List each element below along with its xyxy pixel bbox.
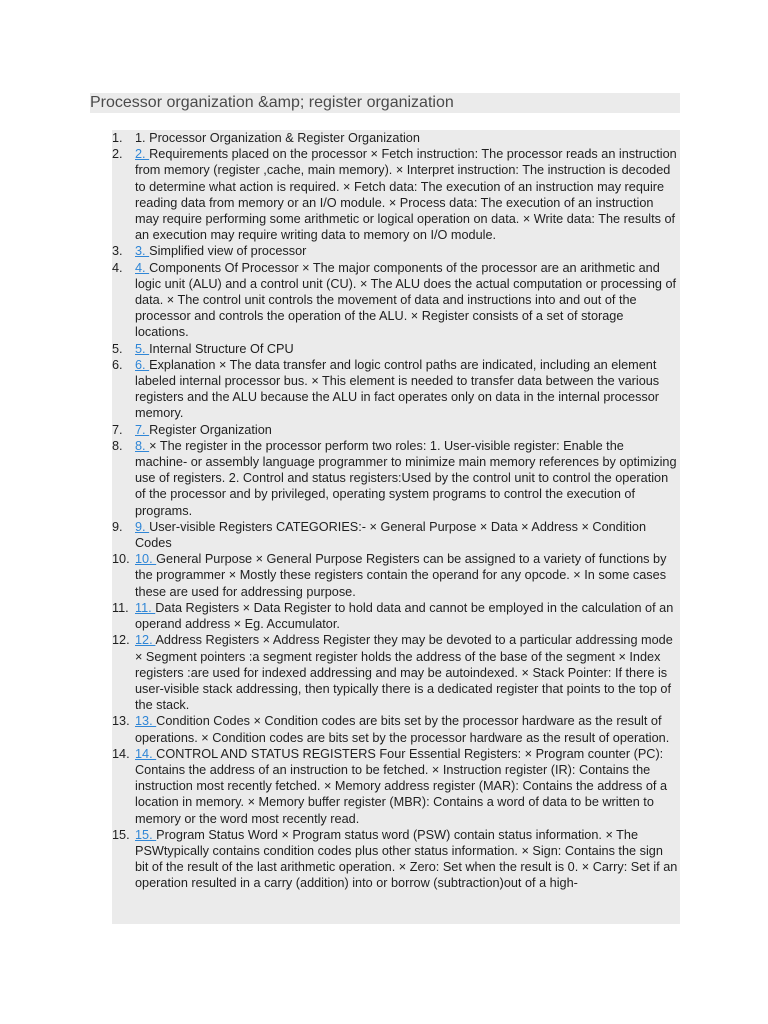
list-item <box>112 551 680 600</box>
list-item-number: 6. <box>112 357 123 372</box>
slide-link[interactable]: 6. <box>135 357 150 372</box>
list-item <box>112 357 680 422</box>
list-item-number: 12. <box>112 633 130 648</box>
slide-link[interactable]: 14. <box>135 746 157 761</box>
list-item-number: 15. <box>112 827 130 842</box>
list-item-number: 14. <box>112 746 130 761</box>
list-item-text: User-visible Registers CATEGORIES:- × General Purpose × Data × Address × Condition Codes <box>135 519 647 551</box>
content-list-container <box>112 130 680 924</box>
list-item-text: × The register in the processor perform two roles: 1. User-visible register: Enable the machine- or assembly language programmer to minimize main memory references by optimizing use of registers. 2. Control and status registers:Used by the control unit to control the operation of the processor and by privileged, operating system programs to control the execution of programs. <box>135 438 677 518</box>
slide-link[interactable]: 8. <box>135 438 150 453</box>
list-item <box>112 519 680 551</box>
slide-link[interactable]: 4. <box>135 260 150 275</box>
list-item <box>112 260 680 341</box>
list-item <box>112 827 680 892</box>
slide-link[interactable]: 15. <box>135 827 157 842</box>
slide-link[interactable]: 2. <box>135 147 150 162</box>
slide-link[interactable]: 10. <box>135 552 157 567</box>
list-item-text: 1. Processor Organization & Register Organization <box>135 131 420 145</box>
list-item-text: Components Of Processor × The major components of the processor are an arithmetic and logic unit (ALU) and a control unit (CU). × The ALU does the actual computation or processing of data. × The control unit controls the movement of data and instructions into and out of the processor and controls the operation of the ALU. × Register consists of a set of storage locations. <box>135 260 677 340</box>
list-item-text: Internal Structure Of CPU <box>149 341 294 356</box>
list-item-number: 5. <box>112 341 123 356</box>
list-item-text: Address Registers × Address Register they may be devoted to a particular addressing mode × Segment pointers :a segment register holds the address of the base of the segment × Index registers :are used for indexed addressing and may be autoindexed. × Stack Pointer: If there is user-visible stack addressing, then typically there is a dedicated register that points to the top of the stack. <box>135 633 673 713</box>
slide-link[interactable]: 12. <box>135 633 156 648</box>
list-item <box>112 632 680 713</box>
list-item-number: 13. <box>112 714 130 729</box>
slide-link[interactable]: 13. <box>135 714 157 729</box>
list-item-text: CONTROL AND STATUS REGISTERS Four Essential Registers: × Program counter (PC): Contains the address of an instruction to be fetched. × Instruction register (IR): Contains the instruction most recently fetched. × Memory address register (MAR): Contains the address of a location in memory. × Memory buffer register (MBR): Contains a word of data to be written to memory or the word most recently read. <box>135 746 668 826</box>
list-item-number: 7. <box>112 422 123 437</box>
list-item-number: 1. <box>112 131 123 145</box>
list-item <box>112 600 680 632</box>
list-item-text: Requirements placed on the processor × Fetch instruction: The processor reads an instruction from memory (register ,cache, main memory). × Interpret instruction: The instruction is decoded to determine what action is required. × Fetch data: The execution of an instruction may require reading data from memory or an I/O module. × Process data: The execution of an instruction may require performing some arithmetic or logical operation on data. × Write data: The results of an execution may require writing data to memory on I/O module. <box>135 147 677 243</box>
list-item-text: General Purpose × General Purpose Registers can be assigned to a variety of functions by the programmer × Mostly these registers contain the operand for any opcode. × In some cases these are used for addressing purpose. <box>135 552 667 599</box>
list-item-number: 4. <box>112 260 123 275</box>
slide-link[interactable]: 3. <box>135 244 150 259</box>
slide-link[interactable]: 9. <box>135 519 150 534</box>
list-item <box>112 713 680 745</box>
slide-link[interactable]: 11. <box>135 600 156 615</box>
list-item-number: 9. <box>112 519 123 534</box>
content-list <box>112 130 680 892</box>
list-item-number: 8. <box>112 438 123 453</box>
list-item <box>112 438 680 519</box>
list-item-text: Explanation × The data transfer and logic control paths are indicated, including an element labeled internal processor bus. × This element is needed to transfer data between the various registers and the ALU because the ALU in fact operates only on data in the internal processor memory. <box>135 357 660 421</box>
list-item <box>112 146 680 243</box>
list-item-number: 2. <box>112 147 123 162</box>
list-item-text: Program Status Word × Program status word (PSW) contain status information. × The PSWtypically contains condition codes plus other status information. × Sign: Contains the sign bit of the result of the last arithmetic operation. × Zero: Set when the result is 0. × Carry: Set if an operation resulted in a carry (addition) into or borrow (subtraction)out of a high- <box>135 827 678 891</box>
list-item-text: Register Organization <box>149 422 272 437</box>
list-item <box>112 746 680 827</box>
list-item <box>112 130 680 146</box>
page-title: Processor organization &amp; register organization <box>90 93 680 113</box>
list-item-number: 3. <box>112 244 123 259</box>
list-item <box>112 341 680 357</box>
slide-link[interactable]: 7. <box>135 422 150 437</box>
slide-link[interactable]: 5. <box>135 341 150 356</box>
list-item <box>112 422 680 438</box>
list-item-number: 11. <box>112 600 129 615</box>
list-item-text: Data Registers × Data Register to hold data and cannot be employed in the calculation of an operand address × Eg. Accumulator. <box>135 600 674 632</box>
list-item-number: 10. <box>112 552 130 567</box>
list-item <box>112 243 680 259</box>
list-item-text: Simplified view of processor <box>149 244 307 259</box>
list-item-text: Condition Codes × Condition codes are bits set by the processor hardware as the result of operations. × Condition codes are bits set by the processor hardware as the result of operation. <box>135 714 670 745</box>
